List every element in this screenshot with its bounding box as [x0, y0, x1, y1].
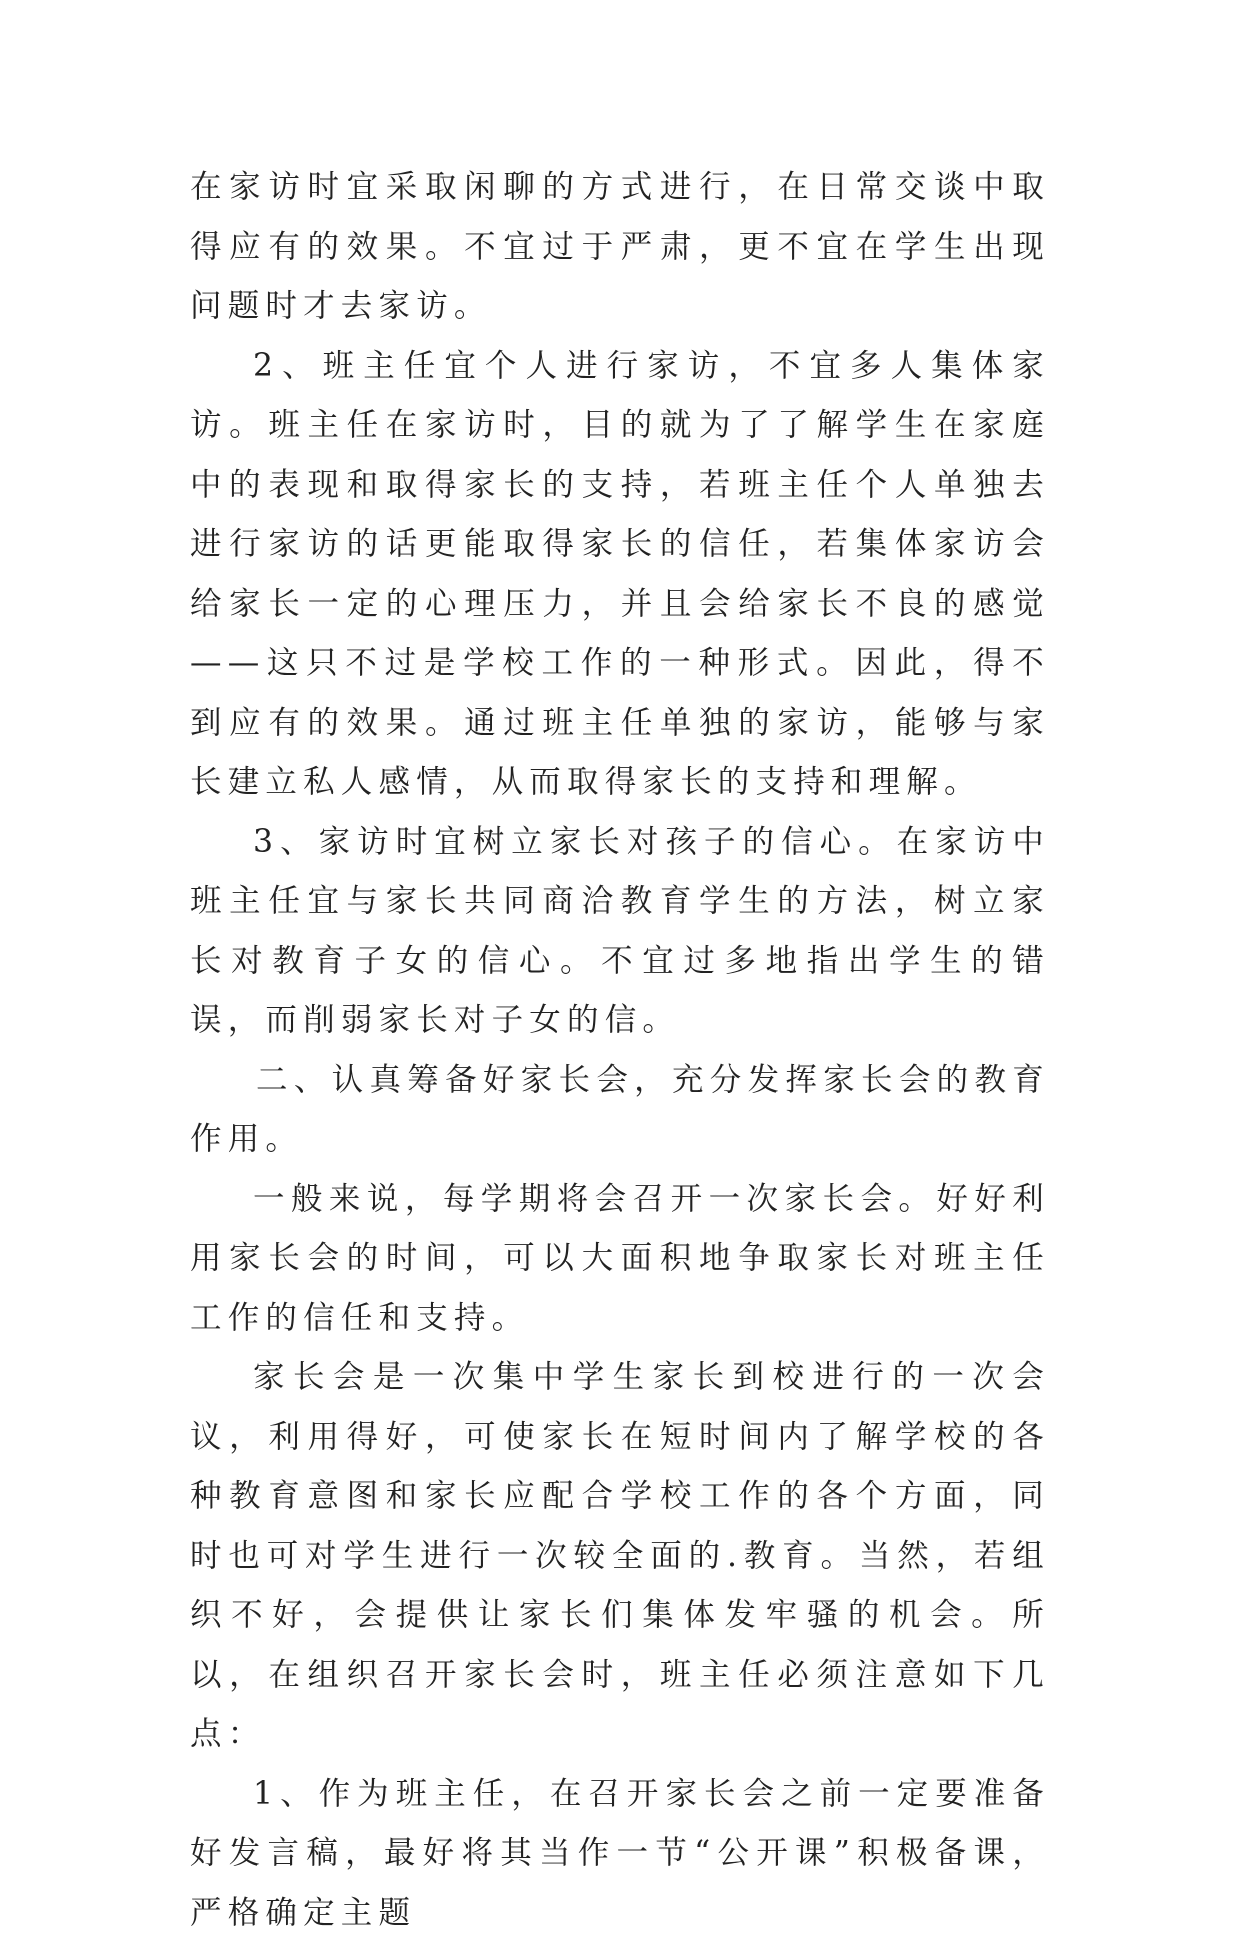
paragraph-meeting-general: 一般来说，每学期将会召开一次家长会。好好利用家长会的时间，可以大面积地争取家长对班主任工作的信任和支持。: [190, 1170, 1050, 1349]
document-body: [190, 158, 1050, 1943]
paragraph-item-3-parent-confidence: 3、家访时宜树立家长对孩子的信心。在家访中班主任宜与家长共同商洽教育学生的方法，树立家长对教育子女的信心。不宜过多地指出学生的错误，而削弱家长对子女的信。: [190, 813, 1050, 1051]
paragraph-meeting-purpose: 家长会是一次集中学生家长到校进行的一次会议，利用得好，可使家长在短时间内了解学校的各种教育意图和家长应配合学校工作的各个方面，同时也可对学生进行一次较全面的.教育。当然，若组织不好，会提供让家长们集体发牢骚的机会。所以，在组织召开家长会时，班主任必须注意如下几点：: [190, 1348, 1050, 1765]
paragraph-home-visit-casual: 在家访时宜采取闲聊的方式进行，在日常交谈中取得应有的效果。不宜过于严肃，更不宜在学生出现问题时才去家访。: [190, 158, 1050, 337]
paragraph-item-1-prepare-speech: 1、作为班主任，在召开家长会之前一定要准备好发言稿，最好将其当作一节“公开课”积极备课，严格确定主题: [190, 1765, 1050, 1943]
section-heading-parent-meeting: 二、认真筹备好家长会，充分发挥家长会的教育作用。: [190, 1051, 1050, 1170]
paragraph-item-2-individual-visit: 2、班主任宜个人进行家访，不宜多人集体家访。班主任在家访时，目的就为了了解学生在家庭中的表现和取得家长的支持，若班主任个人单独去进行家访的话更能取得家长的信任，若集体家访会给家长一定的心理压力，并且会给家长不良的感觉——这只不过是学校工作的一种形式。因此，得不到应有的效果。通过班主任单独的家访，能够与家长建立私人感情，从而取得家长的支持和理解。: [190, 337, 1050, 813]
